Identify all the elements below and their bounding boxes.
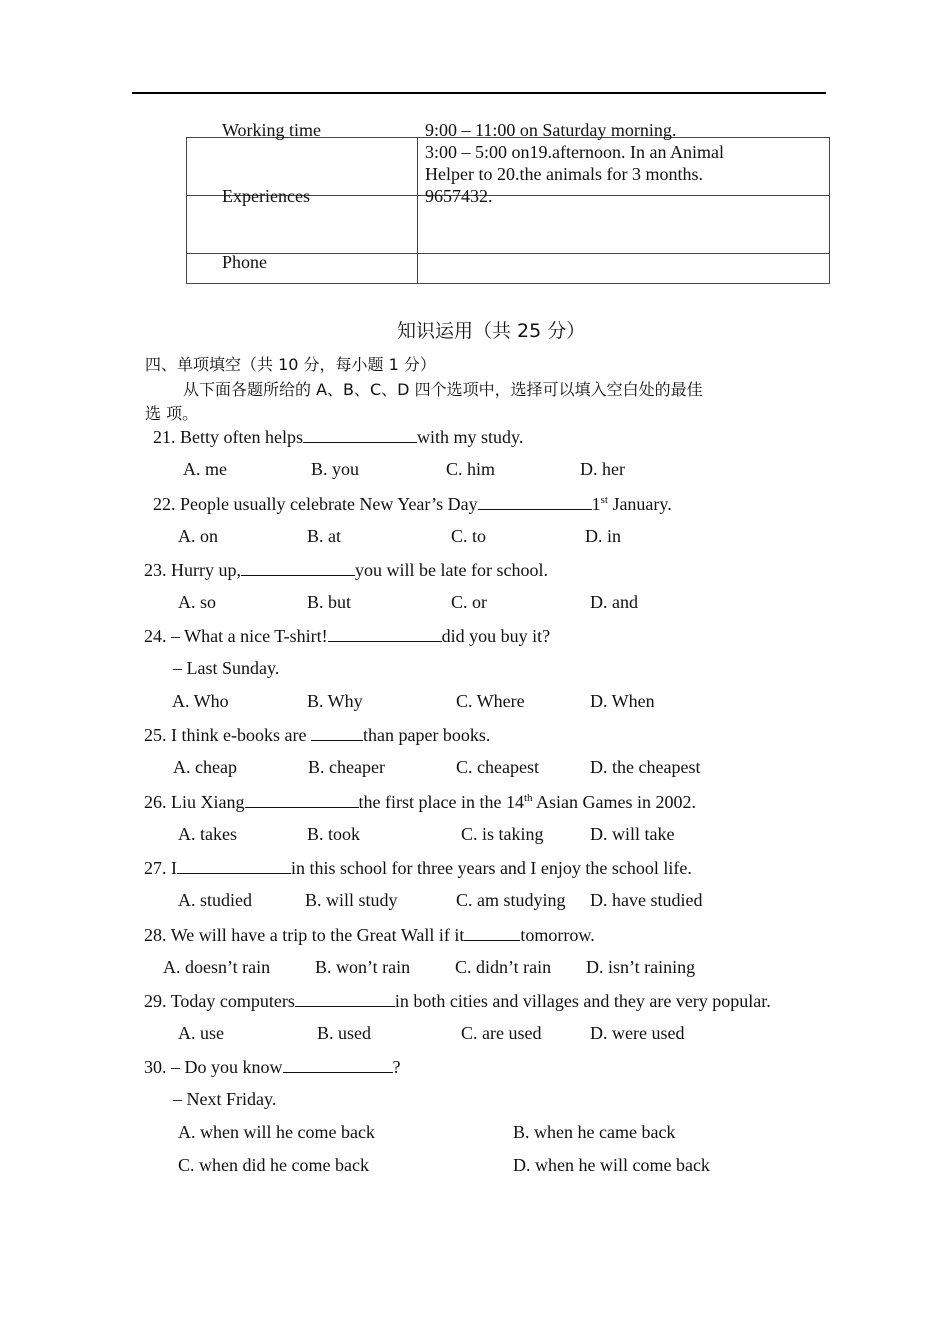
option: B. will study <box>305 890 398 910</box>
question-30-reply: – Next Friday. <box>173 1089 277 1109</box>
answer-blank[interactable] <box>177 857 291 874</box>
option: D. the cheapest <box>590 757 701 777</box>
part-heading: 四、单项填空（共 10 分，每小题 1 分） <box>145 355 436 374</box>
option: D. will take <box>590 824 675 844</box>
option: C. is taking <box>461 824 544 844</box>
option: A. me <box>183 459 227 479</box>
option: A. cheap <box>173 757 237 777</box>
question-23: 23. Hurry up, you will be late for school. <box>144 560 548 580</box>
option: A. studied <box>178 890 252 910</box>
table-value-experiences-1: 3:00 – 5:00 on19.afternoon. In an Animal <box>425 142 724 162</box>
option: A. on <box>178 526 218 546</box>
option: D. her <box>580 459 625 479</box>
table-label-experiences: Experiences <box>222 186 310 206</box>
option: C. or <box>451 592 487 612</box>
option: C. him <box>446 459 496 479</box>
option: C. didn’t rain <box>455 957 552 977</box>
option: B. at <box>307 526 341 546</box>
option: A. use <box>178 1023 224 1043</box>
option: D. and <box>590 592 638 612</box>
instructions-line-1: 从下面各题所给的 A、B、C、D 四个选项中，选择可以填入空白处的最佳 <box>183 380 703 399</box>
option: C. are used <box>461 1023 542 1043</box>
option: D. When <box>590 691 655 711</box>
option: C. cheapest <box>456 757 539 777</box>
option: D. were used <box>590 1023 685 1043</box>
option: C. when did he come back <box>178 1155 369 1175</box>
question-27: 27. I in this school for three years and I enjoy the school life. <box>144 858 692 878</box>
option: A. takes <box>178 824 237 844</box>
option: D. when he will come back <box>513 1155 710 1175</box>
option: B. but <box>307 592 352 612</box>
answer-blank[interactable] <box>295 990 395 1007</box>
question-28: 28. We will have a trip to the Great Wall if it tomorrow. <box>144 925 595 945</box>
option: B. cheaper <box>308 757 385 777</box>
option: B. when he came back <box>513 1122 676 1142</box>
option: B. took <box>307 824 361 844</box>
question-29: 29. Today computers in both cities and villages and they are very popular. <box>144 991 771 1011</box>
question-24: 24. – What a nice T-shirt! did you buy it? <box>144 626 551 646</box>
option: C. Where <box>456 691 525 711</box>
option: C. to <box>451 526 487 546</box>
answer-blank[interactable] <box>328 625 442 642</box>
instructions-line-2: 选 项。 <box>145 404 199 423</box>
header-rule <box>132 92 826 94</box>
question-25: 25. I think e-books are than paper books. <box>144 725 491 745</box>
option: B. used <box>317 1023 371 1043</box>
answer-blank[interactable] <box>245 791 359 808</box>
option: D. isn’t raining <box>586 957 696 977</box>
answer-blank[interactable] <box>241 559 355 576</box>
option: B. Why <box>307 691 363 711</box>
answer-blank[interactable] <box>478 493 592 510</box>
option: A. doesn’t rain <box>163 957 271 977</box>
option: D. in <box>585 526 621 546</box>
option: A. when will he come back <box>178 1122 375 1142</box>
answer-blank[interactable] <box>283 1056 393 1073</box>
question-21: 21. Betty often helps with my study. <box>153 427 524 447</box>
option: B. won’t rain <box>315 957 411 977</box>
option: B. you <box>311 459 360 479</box>
section-title: 知识运用（共 25 分） <box>397 320 586 342</box>
table-label-phone: Phone <box>222 252 267 272</box>
question-24-reply: – Last Sunday. <box>173 658 280 678</box>
question-30: 30. – Do you know ? <box>144 1057 401 1077</box>
answer-blank[interactable] <box>311 724 363 741</box>
question-26: 26. Liu Xiang the first place in the 14th Asian Games in 2002. <box>144 792 697 812</box>
option: C. am studying <box>456 890 566 910</box>
table-value-experiences-2: Helper to 20.the animals for 3 months. <box>425 164 703 184</box>
answer-blank[interactable] <box>464 924 520 941</box>
table-value-phone: 9657432. <box>425 186 493 206</box>
option: D. have studied <box>590 890 703 910</box>
option: A. Who <box>172 691 229 711</box>
option: A. so <box>178 592 217 612</box>
answer-blank[interactable] <box>303 426 417 443</box>
table-label-working-time: Working time <box>222 120 322 140</box>
table-value-working-time: 9:00 – 11:00 on Saturday morning. <box>425 120 677 140</box>
question-22: 22. People usually celebrate New Year’s Day 1st January. <box>153 494 672 514</box>
